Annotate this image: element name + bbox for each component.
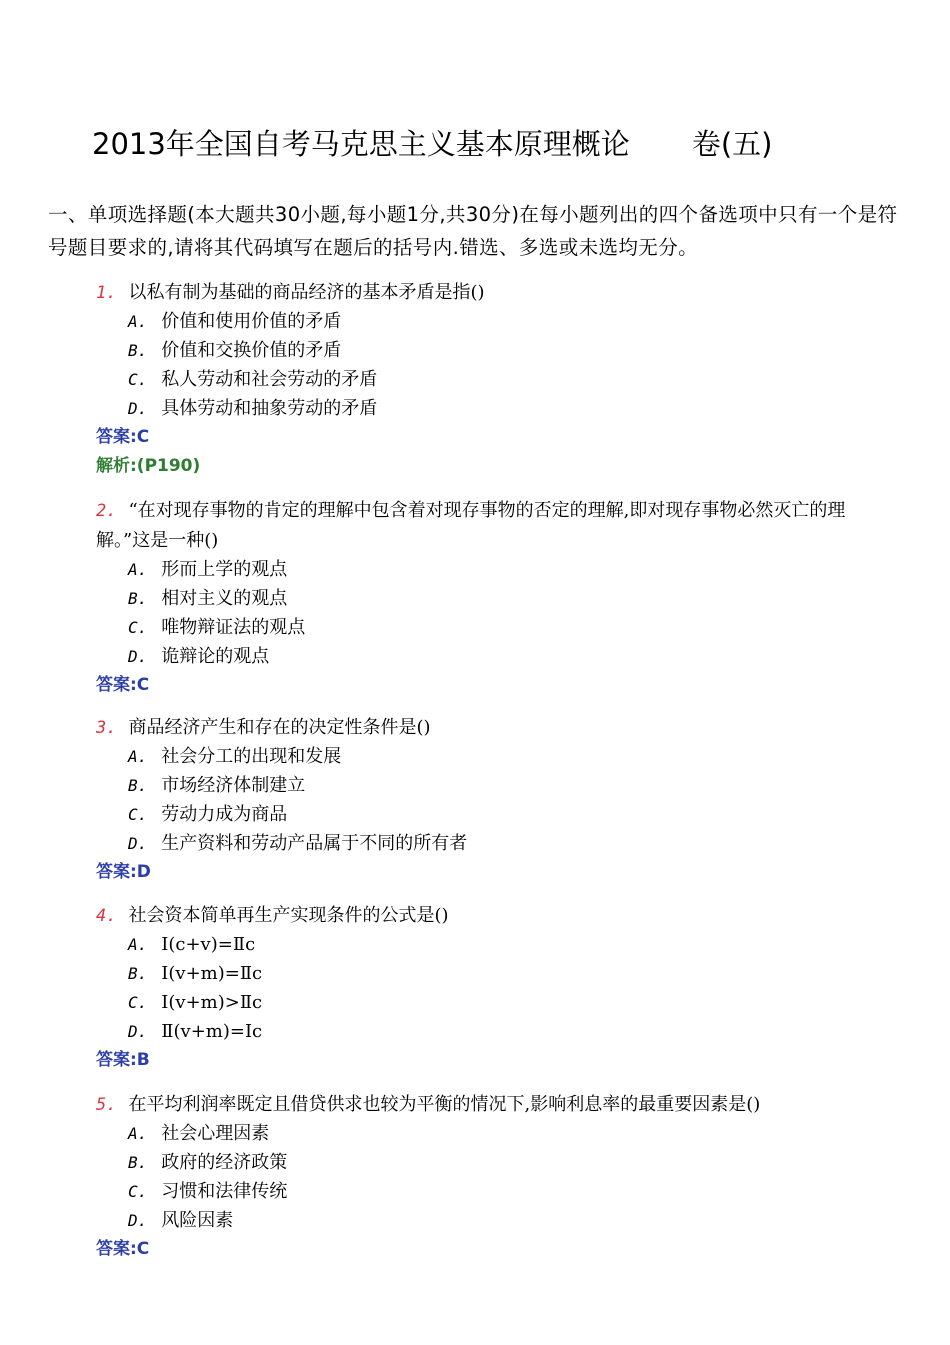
option-c: C. 习惯和法律传统 <box>128 1181 288 1202</box>
question-text: 以私有制为基础的商品经济的基本矛盾是指() <box>128 282 485 303</box>
answer-label: 答案:C <box>96 675 150 695</box>
question-number: 2. <box>96 501 117 521</box>
answer-label: 答案:C <box>96 1239 150 1259</box>
analysis-label: 解析:(P190) <box>96 456 201 476</box>
question-text: 商品经济产生和存在的决定性条件是() <box>128 717 431 738</box>
question-number: 5. <box>96 1095 117 1115</box>
answer-label: 答案:B <box>96 1050 150 1070</box>
option-b: B. 相对主义的观点 <box>128 588 288 609</box>
question-4 <box>96 901 896 1075</box>
question-number: 3. <box>96 718 117 738</box>
option-b: B. 政府的经济政策 <box>128 1152 288 1173</box>
option-a: A. 社会分工的出现和发展 <box>128 746 342 767</box>
option-d: D. 具体劳动和抽象劳动的矛盾 <box>128 398 378 419</box>
option-b: B. Ⅰ(v+m)=Ⅱc <box>128 963 263 984</box>
document-title <box>92 122 912 166</box>
option-d: D. 生产资料和劳动产品属于不同的所有者 <box>128 833 468 854</box>
option-c: C. 私人劳动和社会劳动的矛盾 <box>128 369 378 390</box>
option-a: A. 形而上学的观点 <box>128 559 288 580</box>
option-a: A. 价值和使用价值的矛盾 <box>128 311 342 332</box>
section-heading: 一、单项选择题(本大题共30小题,每小题1分,共30分)在每小题列出的四个备选项中只有一个是符号题目要求的,请将其代码填写在题后的括号内.错选、多选或未选均无分。 <box>48 203 898 259</box>
option-b: B. 市场经济体制建立 <box>128 775 306 796</box>
option-d: D. Ⅱ(v+m)=Ⅰc <box>128 1021 263 1042</box>
option-c: C. Ⅰ(v+m)>Ⅱc <box>128 992 263 1013</box>
question-2 <box>96 496 896 700</box>
answer-label: 答案:C <box>96 427 150 447</box>
title-main: 2013年全国自考马克思主义基本原理概论 <box>92 127 630 161</box>
title-suffix: 卷(五) <box>691 127 773 161</box>
question-number: 4. <box>96 906 117 926</box>
option-d: D. 诡辩论的观点 <box>128 646 270 667</box>
question-text: “在对现存事物的肯定的理解中包含着对现存事物的否定的理解,即对现存事物必然灭亡的理解。”这是一种() <box>96 500 846 551</box>
question-1 <box>96 278 896 481</box>
question-text: 社会资本简单再生产实现条件的公式是() <box>128 905 449 926</box>
option-a: A. Ⅰ(c+v)=Ⅱc <box>128 934 256 955</box>
question-3 <box>96 713 896 887</box>
option-c: C. 劳动力成为商品 <box>128 804 288 825</box>
option-a: A. 社会心理因素 <box>128 1123 270 1144</box>
answer-label: 答案:D <box>96 862 151 882</box>
question-text: 在平均利润率既定且借贷供求也较为平衡的情况下,影响利息率的最重要因素是() <box>128 1094 761 1115</box>
question-5 <box>96 1090 896 1264</box>
option-c: C. 唯物辩证法的观点 <box>128 617 306 638</box>
option-b: B. 价值和交换价值的矛盾 <box>128 340 342 361</box>
option-d: D. 风险因素 <box>128 1210 234 1231</box>
question-number: 1. <box>96 283 117 303</box>
